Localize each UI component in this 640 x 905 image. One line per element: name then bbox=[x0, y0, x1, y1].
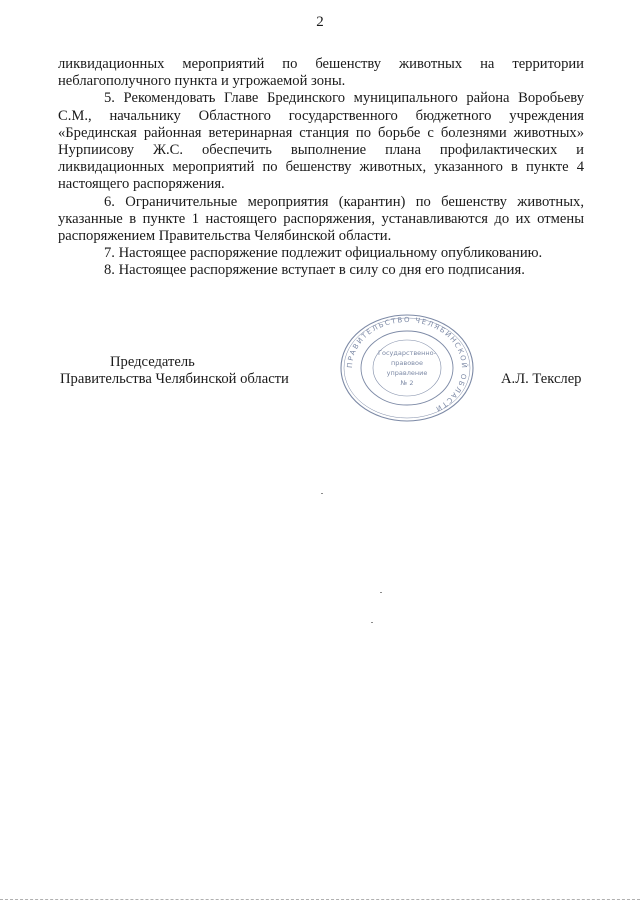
paragraph-item-7: 7. Настоящее распоряжение подлежит официальному опубликованию. bbox=[104, 245, 543, 262]
scan-speck bbox=[380, 592, 382, 593]
official-seal-stamp bbox=[337, 313, 477, 423]
signatory-title bbox=[60, 354, 300, 388]
signatory-title-line2: Правительства Челябинской области bbox=[60, 371, 289, 388]
signatory-name: А.Л. Текслер bbox=[501, 371, 582, 387]
page-number: 2 bbox=[316, 14, 324, 30]
seal-center-line3: управление bbox=[386, 369, 428, 377]
paragraph-item-5: 5. Рекомендовать Главе Брединского муниципального района Воробьеву С.М., начальнику Областного государственного бюджетного учреждения «Брединская районная ветеринарная станция по борьбе с болезнями животных» Нурпиисову Ж.С. обеспечить выполнение плана профилактических и ликвидационных мероприятий по бешенству животных, указанного в пункте 4 настоящего распоряжения. bbox=[58, 90, 584, 193]
seal-center-line1: Государственно- bbox=[378, 349, 436, 357]
document-body bbox=[58, 56, 584, 280]
paragraph-continuation: ликвидационных мероприятий по бешенству животных на территории неблагополучного пункта и угрожаемой зоны. bbox=[58, 56, 584, 90]
scan-speck bbox=[371, 622, 373, 623]
paragraph-item-6: 6. Ограничительные мероприятия (карантин) по бешенству животных, указанные в пункте 1 настоящего распоряжения, устанавливаются до их отмены распоряжением Правительства Челябинской области. bbox=[58, 193, 584, 245]
scan-edge-line bbox=[0, 899, 640, 901]
seal-center-line2: правовое bbox=[391, 359, 423, 367]
signatory-title-line1: Председатель bbox=[110, 354, 195, 370]
seal-outer-text: ПРАВИТЕЛЬСТВО ЧЕЛЯБИНСКОЙ ОБЛАСТИ bbox=[345, 315, 469, 414]
paragraph-item-8: 8. Настоящее распоряжение вступает в силу со дня его подписания. bbox=[104, 262, 525, 279]
scan-speck bbox=[321, 493, 323, 494]
seal-center-line4: № 2 bbox=[400, 379, 414, 387]
